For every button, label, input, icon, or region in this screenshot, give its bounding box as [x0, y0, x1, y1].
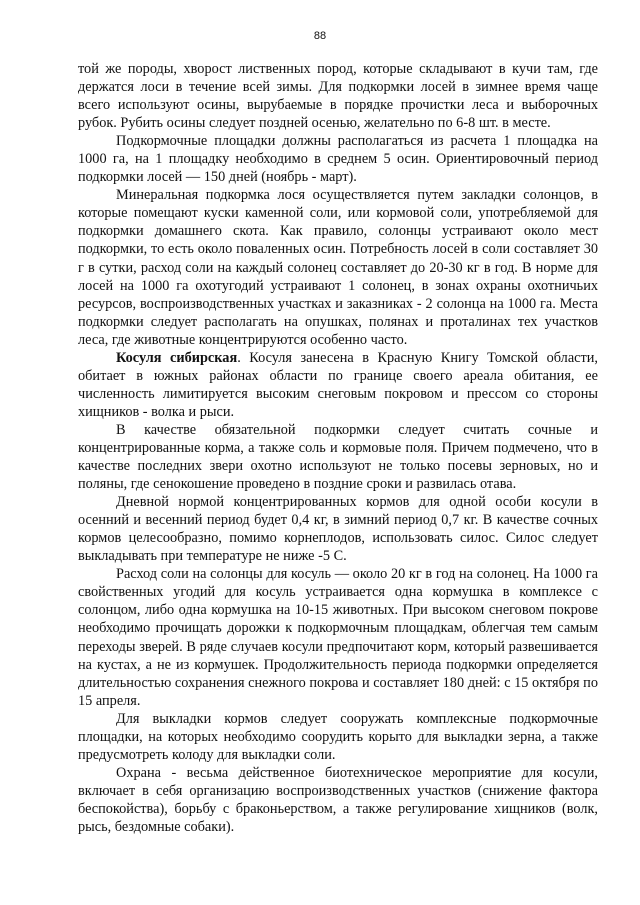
paragraph-protection: Охрана - весьма действенное биотехническое мероприятие для косули, включает в себя организацию воспроизводственных участков (снижение фактора беспокойства), борьбу с браконьерством, а также регулирование хищников (волк, рысь, бездомные собаки). [78, 764, 598, 835]
paragraph-salt-consumption: Расход соли на солонцы для косуль — около 20 кг в год на солонец. На 1000 га свойственных угодий для косуль устраивается одна кормушка в комплексе с солонцом, либо одна кормушка на 10-15 животных. При высоком снеговом покрове необходимо прочищать дорожки к подкормочным площадкам, облегчая тем самым переходы зверей. В ряде случаев косули предпочитают корм, который развешивается на кустах, а не из кормушек. Продолжительность периода подкормки определяется длительностью сохранения снежного покрова и составляет 180 дней: с 15 октября по 15 апреля. [78, 566, 598, 709]
paragraph-mandatory-feeding: В качестве обязательной подкормки следует считать сочные и концентрированные корма, а также соль и кормовые поля. Причем подмечено, что в качестве последних звери охотно используют не только посевы зерновых, но и поляны, где сенокошение проведено в поздние сроки и развилась отава. [78, 421, 598, 493]
paragraph-feeding-areas: Подкормочные площадки должны располагаться из расчета 1 площадка на 1000 га, на 1 площадку необходимо в среднем 5 осин. Ориентировочный период подкормки лосей — 150 дней (ноябрь - март). [78, 133, 598, 186]
page-number: 88 [313, 30, 327, 42]
section-heading-siberian-roe-deer: Косуля сибирская [116, 349, 238, 366]
paragraph-mineral-feeding: Минеральная подкормка лося осуществляется путем закладки солонцов, в которые помещают куски каменной соли, или кормовой соли, употребляемой для подкормки домашнего скота. Как правило, солонцы устраивают около мест подкормки, то есть около поваленных осин. Потребность лосей в соли составляет 30 г в сутки, расход соли на каждый солонец составляет до 20-30 кг в год. В норме для лосей на 1000 га охотугодий устраивают 1 солонец, в зонах охраны охотничьих ресурсов, воспроизводственных участках и заказниках - 2 солонца на 1000 га. Места подкормки следует располагать на опушках, полянах и проталинах тех участков леса, где животные концентрируются особенно часто. [78, 187, 598, 348]
paragraph-siberian-roe-deer [78, 349, 598, 421]
page-body [78, 60, 598, 836]
paragraph-roe-deer-text: . Косуля занесена в Красную Книгу Томской области, обитает в южных районах области по границе своего ареала обитания, ее численность лимитируется высоким снеговым покровом и прессом со стороны хищников - волка и рыси. [78, 349, 598, 420]
paragraph-daily-norm: Дневной нормой концентрированных кормов для одной особи косули в осенний и весенний период будет 0,4 кг, в зимний период 0,7 кг. В качестве сочных кормов целесообразно, помимо корнеплодов, использовать силос. Силос следует выкладывать при температуре не ниже -5 С. [78, 494, 598, 565]
paragraph-feeding-sites: Для выкладки кормов следует сооружать комплексные подкормочные площадки, на которых необходимо соорудить корыто для выкладки зерна, а также предусмотреть колоду для выкладки соли. [78, 710, 598, 763]
paragraph-continuation: той же породы, хворост лиственных пород, которые складывают в кучи там, где держатся лоси в течение всей зимы. Для подкормки лосей в зимнее время чаще всего используют осины, вырубаемые в порядке прочистки леса и выборочных рубок. Рубить осины следует поздней осенью, желательно по 6-8 шт. в месте. [78, 61, 598, 132]
